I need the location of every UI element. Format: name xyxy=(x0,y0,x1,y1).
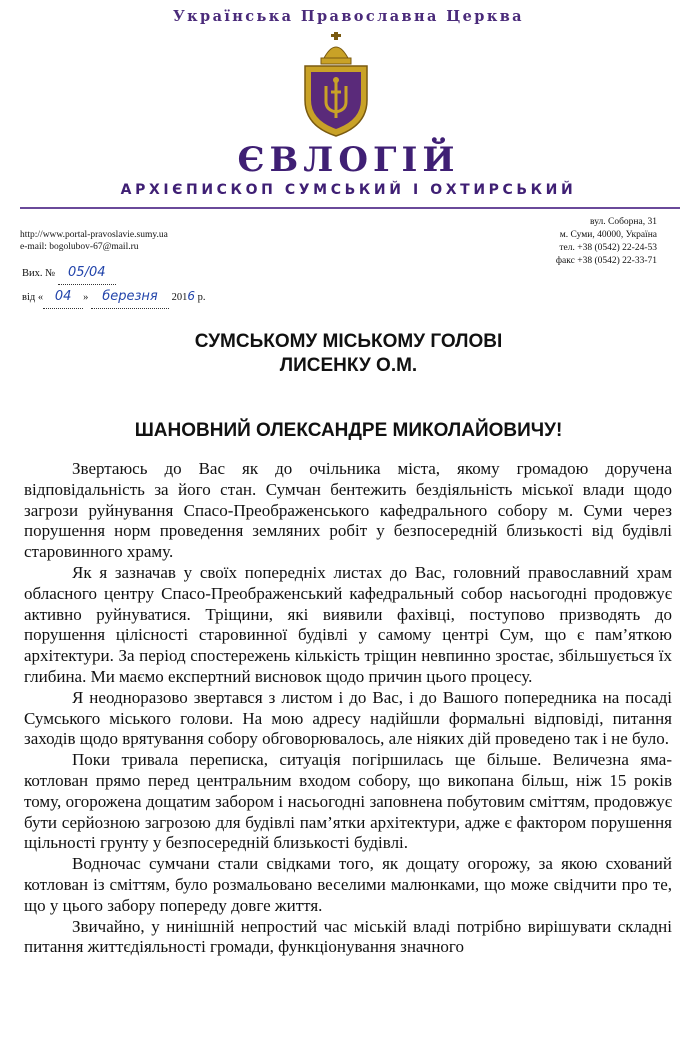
website-link[interactable]: http://www.portal-pravoslavie.sumy.ua xyxy=(20,230,168,240)
outgoing-number-label: Вих. № xyxy=(22,268,56,279)
addressee xyxy=(0,330,697,378)
date-month: березня xyxy=(91,286,169,309)
address-street: вул. Соборна, 31 xyxy=(590,217,657,227)
phone-number: тел. +38 (0542) 22-24-53 xyxy=(559,243,657,253)
year-prefix: 201 xyxy=(171,292,188,303)
contacts-right xyxy=(556,216,657,268)
date-day: 04 xyxy=(43,286,83,309)
contacts-left xyxy=(20,229,168,253)
outgoing-number-line xyxy=(22,262,205,285)
outgoing-number-value: 05/04 xyxy=(58,262,116,285)
coat-of-arms-icon xyxy=(293,30,379,138)
date-mid: » xyxy=(83,292,89,303)
email-link[interactable]: e-mail: bogolubov-67@mail.ru xyxy=(20,242,139,252)
addressee-line-1: СУМСЬКОМУ МІСЬКОМУ ГОЛОВІ xyxy=(194,331,503,352)
letterhead-divider xyxy=(20,207,680,209)
outgoing-date-line xyxy=(22,285,205,309)
date-prefix: від « xyxy=(22,292,44,303)
paragraph: Водночас сумчани стали свідками того, як дощату огорожу, за якою схований котлован із сміттям, було розмальовано веселими малюнками, що може свідчити про те, що у цього забору попереду довге життя. xyxy=(24,854,672,915)
outgoing-reference xyxy=(22,262,205,309)
bishop-name: ЄВЛОГІЙ xyxy=(237,140,460,180)
paragraph: Я неодноразово звертався з листом і до Вас, і до Вашого попередника на посаді Сумського міського голови. На мою адресу надійшли формальні відповіді, питання заходів щодо врятування собору обговорювалось, але ніяких дій проведено так і не було. xyxy=(24,687,672,749)
bishop-title: АРХІЄПИСКОП СУМСЬКИЙ І ОХТИРСЬКИЙ xyxy=(120,182,577,198)
paragraph: Звичайно, у нинішній непростий час міській владі потрібно вирішувати складні питання життєдіяльності громади, функціонування значного xyxy=(24,916,672,957)
fax-number: факс +38 (0542) 22-33-71 xyxy=(555,256,657,266)
year-digit: 6 xyxy=(187,289,195,303)
paragraph: Звертаюсь до Вас як до очільника міста, якому громадою доручена відповідальність за його стан. Сумчан бентежить бездіяльність міської влади щодо загрози руйнування Спасо-Преображенського кафедрального собору м. Суми через порушення норм проведення земляних робіт у безпосередній близькості від будівлі старовинного храму. xyxy=(24,459,672,562)
greeting: ШАНОВНИЙ ОЛЕКСАНДРЕ МИКОЛАЙОВИЧУ! xyxy=(134,420,563,441)
paragraph: Як я зазначав у своїх попередніх листах до Вас, головний православний храм обласного центру Спасо-Преображенський кафедральный собор насьогодні продовжує активно руйнуватися. Тріщини, які виявили фахівці, поступово призводять до порушення цілісності старовинної будівлі у самому центрі Сум, що є пам’яткою архітектури. За період спостережень кількість тріщин невпинно зростає, збільшується їх глибина. Ми маємо експертний висновок щодо причин цього процесу. xyxy=(24,562,672,686)
church-name: Українська Православна Церква xyxy=(173,8,524,25)
year-suffix: р. xyxy=(194,292,206,303)
letter-body xyxy=(24,459,672,958)
paragraph: Поки тривала переписка, ситуація погіршилась ще більше. Величезна яма-котлован прямо перед центральним входом собору, що викопана більш, ніж 15 років тому, огорожена дощатим забором і насьогодні заповнена побутовим сміттям, продовжує бути серйозною загрозою для будівлі пам’ятки архітектури, адже є фактором порушення щільності грунту у безпосередній близькості будівлі. xyxy=(24,750,672,853)
addressee-line-2: ЛИСЕНКУ О.М. xyxy=(279,355,418,376)
address-city: м. Суми, 40000, Україна xyxy=(559,230,657,240)
